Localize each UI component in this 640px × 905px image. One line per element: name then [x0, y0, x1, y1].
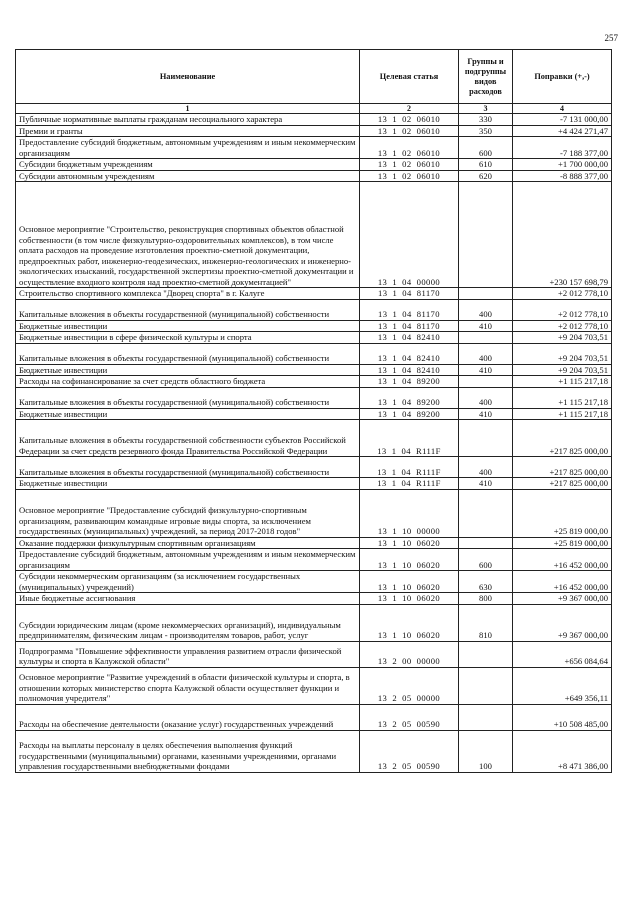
column-number: 1 — [16, 104, 360, 114]
row-type-cell — [459, 489, 513, 537]
row-code-cell: 13 1 02 06010 — [360, 159, 459, 171]
row-amount-cell: +1 115 217,18 — [513, 376, 612, 388]
row-code-cell: 13 1 10 00000 — [360, 489, 459, 537]
row-code-cell: 13 1 04 81170 — [360, 320, 459, 332]
row-type-cell — [459, 537, 513, 549]
row-code-cell: 13 1 04 82410 — [360, 343, 459, 364]
row-name-cell: Субсидии автономным учреждениям — [16, 170, 360, 182]
row-amount-cell: -7 188 377,00 — [513, 137, 612, 159]
page-number: 257 — [604, 33, 618, 43]
row-code-cell: 13 1 04 R111F — [360, 420, 459, 457]
row-name-cell: Бюджетные инвестиции — [16, 408, 360, 420]
row-amount-cell: +217 825 000,00 — [513, 478, 612, 490]
row-code-cell: 13 1 04 R111F — [360, 478, 459, 490]
row-name-cell: Подпрограмма "Повышение эффективности управления развитием отрасли физической культуры и спорта в Калужской области" — [16, 641, 360, 667]
table-row — [16, 408, 612, 420]
row-name-cell: Капитальные вложения в объекты государственной (муниципальной) собственности — [16, 299, 360, 320]
row-amount-cell: +1 115 217,18 — [513, 387, 612, 408]
row-code-cell: 13 1 04 81170 — [360, 299, 459, 320]
row-type-cell: 410 — [459, 478, 513, 490]
table-row — [16, 376, 612, 388]
row-type-cell: 330 — [459, 114, 513, 126]
row-name-cell: Бюджетные инвестиции — [16, 320, 360, 332]
row-name-cell: Расходы на выплаты персоналу в целях обеспечения выполнения функций государственными (муниципальными) органами, казенными учреждениями, органами управления государственными внебюджетными фондами — [16, 730, 360, 772]
table-row — [16, 489, 612, 537]
row-code-cell: 13 1 02 06010 — [360, 137, 459, 159]
row-type-cell: 600 — [459, 549, 513, 571]
row-amount-cell: +25 819 000,00 — [513, 489, 612, 537]
table-row — [16, 457, 612, 478]
row-amount-cell: +2 012 778,10 — [513, 288, 612, 300]
row-amount-cell: +25 819 000,00 — [513, 537, 612, 549]
table-row — [16, 332, 612, 344]
row-code-cell: 13 1 02 06010 — [360, 114, 459, 126]
table-row — [16, 571, 612, 593]
row-type-cell: 620 — [459, 170, 513, 182]
row-code-cell: 13 1 10 06020 — [360, 593, 459, 605]
row-type-cell: 410 — [459, 320, 513, 332]
row-amount-cell: -8 888 377,00 — [513, 170, 612, 182]
row-code-cell: 13 1 04 R111F — [360, 457, 459, 478]
row-type-cell: 100 — [459, 730, 513, 772]
table-row — [16, 604, 612, 641]
row-code-cell: 13 1 10 06020 — [360, 604, 459, 641]
row-name-cell: Субсидии бюджетным учреждениям — [16, 159, 360, 171]
row-amount-cell: +217 825 000,00 — [513, 457, 612, 478]
row-amount-cell: +9 204 703,51 — [513, 364, 612, 376]
row-name-cell: Предоставление субсидий бюджетным, автономным учреждениям и иным некоммерческим организациям — [16, 549, 360, 571]
table-row — [16, 114, 612, 126]
row-amount-cell: +10 508 485,00 — [513, 704, 612, 730]
budget-table — [15, 49, 612, 773]
row-type-cell: 400 — [459, 343, 513, 364]
row-type-cell: 400 — [459, 299, 513, 320]
row-code-cell: 13 2 05 00590 — [360, 704, 459, 730]
column-number: 2 — [360, 104, 459, 114]
row-code-cell: 13 1 10 06020 — [360, 537, 459, 549]
row-type-cell — [459, 641, 513, 667]
row-amount-cell: +9 367 000,00 — [513, 593, 612, 605]
row-amount-cell: +2 012 778,10 — [513, 299, 612, 320]
row-name-cell: Основное мероприятие "Предоставление субсидий физкультурно-спортивным организациям, развивающим командные игровые виды спорта, за исключением государственных (муниципальных) учреждений, за период 2017-2018 годов" — [16, 489, 360, 537]
row-name-cell: Субсидии некоммерческим организациям (за исключением государственных (муниципальных) учреждений) — [16, 571, 360, 593]
row-name-cell: Строительство спортивного комплекса "Дворец спорта" в г. Калуге — [16, 288, 360, 300]
row-type-cell — [459, 704, 513, 730]
header-amount: Поправки (+,-) — [513, 50, 612, 104]
table-row — [16, 730, 612, 772]
table-header-row — [16, 50, 612, 104]
row-name-cell: Основное мероприятие "Развитие учреждений в области физической культуры и спорта, в отношении которых министерство спорта Калужской области осуществляет функции и полномочия учредителя" — [16, 667, 360, 704]
row-name-cell: Капитальные вложения в объекты государственной собственности субъектов Российской Федерации за счет средств резервного фонда Правительства Российской Федерации — [16, 420, 360, 457]
row-code-cell: 13 1 10 06020 — [360, 571, 459, 593]
row-name-cell: Бюджетные инвестиции в сфере физической культуры и спорта — [16, 332, 360, 344]
row-amount-cell: +656 084,64 — [513, 641, 612, 667]
row-code-cell: 13 2 00 00000 — [360, 641, 459, 667]
table-row — [16, 299, 612, 320]
table-row — [16, 343, 612, 364]
row-code-cell: 13 1 02 06010 — [360, 170, 459, 182]
row-type-cell: 630 — [459, 571, 513, 593]
row-name-cell: Субсидии юридическим лицам (кроме некоммерческих организаций), индивидуальным предпринимателям, физическим лицам - производителям товаров, работ, услуг — [16, 604, 360, 641]
row-amount-cell: +217 825 000,00 — [513, 420, 612, 457]
row-type-cell — [459, 667, 513, 704]
row-name-cell: Расходы на софинансирование за счет средств областного бюджета — [16, 376, 360, 388]
column-number-row — [16, 104, 612, 114]
header-code: Целевая статья — [360, 50, 459, 104]
row-code-cell: 13 1 04 00000 — [360, 182, 459, 288]
row-amount-cell: +649 356,11 — [513, 667, 612, 704]
row-name-cell: Расходы на обеспечение деятельности (оказание услуг) государственных учреждений — [16, 704, 360, 730]
column-number: 4 — [513, 104, 612, 114]
row-amount-cell: +9 204 703,51 — [513, 332, 612, 344]
row-name-cell: Бюджетные инвестиции — [16, 478, 360, 490]
row-type-cell: 410 — [459, 364, 513, 376]
row-name-cell: Основное мероприятие "Строительство, реконструкция спортивных объектов областной собственности (в том числе физкультурно-оздоровительных комплексов), в том числе оплата расходов на проведение изготовления проектно-сметной документации, предпроектных работ, инженерно-геодезических, инженерно-геологических и инженерно-экологических изысканий, государственной экспертизы проектно-сметной документации и осуществление входного контроля над проектно-сметной документацией" — [16, 182, 360, 288]
table-row — [16, 641, 612, 667]
row-amount-cell: +230 157 698,79 — [513, 182, 612, 288]
table-row — [16, 667, 612, 704]
row-type-cell — [459, 182, 513, 288]
row-amount-cell: +1 700 000,00 — [513, 159, 612, 171]
row-type-cell: 610 — [459, 159, 513, 171]
row-name-cell: Оказание поддержки физкультурным спортивным организациям — [16, 537, 360, 549]
row-code-cell: 13 1 04 89200 — [360, 387, 459, 408]
row-type-cell: 600 — [459, 137, 513, 159]
table-row — [16, 137, 612, 159]
table-row — [16, 593, 612, 605]
row-amount-cell: +9 204 703,51 — [513, 343, 612, 364]
row-name-cell: Бюджетные инвестиции — [16, 364, 360, 376]
row-code-cell: 13 1 04 81170 — [360, 288, 459, 300]
table-row — [16, 537, 612, 549]
row-type-cell — [459, 420, 513, 457]
row-name-cell: Публичные нормативные выплаты гражданам несоциального характера — [16, 114, 360, 126]
table-row — [16, 704, 612, 730]
table-row — [16, 125, 612, 137]
row-amount-cell: +1 115 217,18 — [513, 408, 612, 420]
table-body — [16, 114, 612, 773]
header-type: Группы и подгруппы видов расходов — [459, 50, 513, 104]
row-amount-cell: +16 452 000,00 — [513, 549, 612, 571]
row-code-cell: 13 2 05 00000 — [360, 667, 459, 704]
row-amount-cell: +8 471 386,00 — [513, 730, 612, 772]
row-type-cell — [459, 332, 513, 344]
row-name-cell: Иные бюджетные ассигнования — [16, 593, 360, 605]
row-type-cell — [459, 288, 513, 300]
table-row — [16, 288, 612, 300]
table-row — [16, 478, 612, 490]
table-row — [16, 320, 612, 332]
row-amount-cell: +16 452 000,00 — [513, 571, 612, 593]
row-code-cell: 13 1 04 89200 — [360, 408, 459, 420]
row-type-cell: 810 — [459, 604, 513, 641]
row-code-cell: 13 1 04 82410 — [360, 364, 459, 376]
table-row — [16, 170, 612, 182]
row-type-cell — [459, 376, 513, 388]
row-name-cell: Предоставление субсидий бюджетным, автономным учреждениям и иным некоммерческим организациям — [16, 137, 360, 159]
row-type-cell: 800 — [459, 593, 513, 605]
row-code-cell: 13 1 04 82410 — [360, 332, 459, 344]
row-amount-cell: +2 012 778,10 — [513, 320, 612, 332]
row-name-cell: Капитальные вложения в объекты государственной (муниципальной) собственности — [16, 387, 360, 408]
row-code-cell: 13 1 04 89200 — [360, 376, 459, 388]
table-row — [16, 387, 612, 408]
table-row — [16, 182, 612, 288]
row-type-cell: 410 — [459, 408, 513, 420]
table-row — [16, 364, 612, 376]
table-row — [16, 420, 612, 457]
row-code-cell: 13 2 05 00590 — [360, 730, 459, 772]
row-code-cell: 13 1 10 06020 — [360, 549, 459, 571]
table-row — [16, 549, 612, 571]
row-name-cell: Премии и гранты — [16, 125, 360, 137]
row-amount-cell: +9 367 000,00 — [513, 604, 612, 641]
row-name-cell: Капитальные вложения в объекты государственной (муниципальной) собственности — [16, 343, 360, 364]
header-name: Наименование — [16, 50, 360, 104]
row-amount-cell: -7 131 000,00 — [513, 114, 612, 126]
row-code-cell: 13 1 02 06010 — [360, 125, 459, 137]
column-number: 3 — [459, 104, 513, 114]
row-type-cell: 400 — [459, 387, 513, 408]
row-type-cell: 350 — [459, 125, 513, 137]
row-name-cell: Капитальные вложения в объекты государственной (муниципальной) собственности — [16, 457, 360, 478]
row-amount-cell: +4 424 271,47 — [513, 125, 612, 137]
table-row — [16, 159, 612, 171]
row-type-cell: 400 — [459, 457, 513, 478]
